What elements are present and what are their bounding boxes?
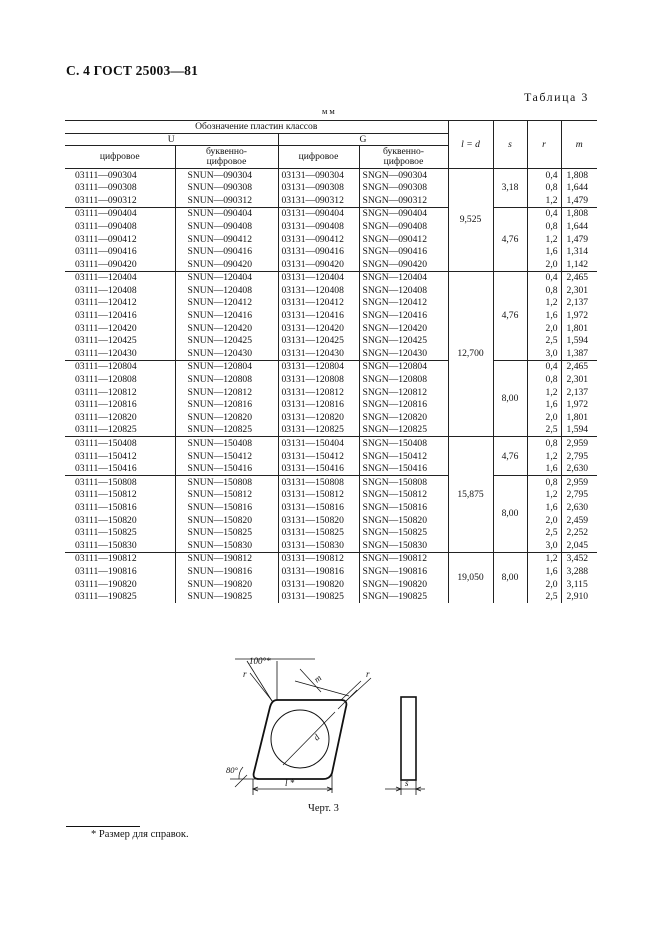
- r-cell: 1,2: [527, 552, 561, 565]
- g-alnum-cell: SNGN—090420: [359, 258, 448, 271]
- u-digital-cell: 03111—150412: [65, 450, 175, 463]
- ld-cell: 19,050: [448, 552, 493, 603]
- m-cell: 2,465: [561, 271, 597, 284]
- u-alnum-cell: SNUN—150808: [175, 476, 278, 489]
- s-cell: 3,18: [493, 169, 527, 208]
- r-cell: 0,8: [527, 476, 561, 489]
- table-label: Таблица 3: [524, 90, 589, 104]
- ld-cell: 12,700: [448, 271, 493, 437]
- g-digital-cell: 03131—120820: [278, 411, 359, 424]
- u-alnum-cell: SNUN—120420: [175, 322, 278, 335]
- u-digital-cell: 03111—120412: [65, 297, 175, 310]
- m-cell: 2,910: [566, 591, 589, 603]
- g-alnum-cell: SNGN—150808: [359, 476, 448, 489]
- g-digital-cell: 03131—120420: [278, 322, 359, 335]
- g-alnum-cell: SNGN—090408: [359, 220, 448, 233]
- m-cell: 2,301: [566, 374, 589, 386]
- r-cell: 2,0: [527, 258, 561, 271]
- r-cell: 1,2: [527, 194, 561, 207]
- g-digital-cell: 03131—190825: [278, 591, 359, 604]
- label-angle-top: 100°*: [249, 656, 271, 666]
- col-s-header: s: [493, 121, 527, 169]
- u-digital-cell: 03111—120425: [65, 335, 175, 348]
- g-digital-cell: 03131—120430: [278, 347, 359, 360]
- u-digital-cell: 03111—090404: [65, 207, 175, 220]
- m-cell: 1,801: [566, 411, 589, 423]
- g-alnum-header: буквенно- цифровое: [359, 146, 448, 169]
- g-alnum-cell: SNGN—150812: [359, 489, 448, 502]
- u-digital-cell: 03111—150812: [65, 489, 175, 502]
- footnote: * Размер для справок.: [91, 829, 189, 840]
- m-cell: 2,137: [566, 386, 589, 398]
- u-digital-cell: 03111—150408: [65, 437, 175, 450]
- g-alnum-cell: SNGN—120825: [359, 424, 448, 437]
- u-alnum-cell: SNUN—120425: [175, 335, 278, 348]
- u-alnum-cell: SNUN—090312: [175, 194, 278, 207]
- g-alnum-cell: SNGN—190812: [359, 552, 448, 565]
- table-row: [65, 552, 597, 565]
- u-alnum-header: буквенно- цифровое: [175, 146, 278, 169]
- insert-outline: [254, 700, 347, 779]
- g-alnum-cell: SNGN—090412: [359, 233, 448, 246]
- g-digital-cell: 03131—120404: [278, 271, 359, 284]
- r-cell: 2,5: [527, 335, 561, 348]
- label-m: m: [312, 672, 324, 685]
- g-alnum-cell: SNGN—190825: [359, 591, 448, 604]
- u-alnum-cell: SNUN—120404: [175, 271, 278, 284]
- u-alnum-cell: SNUN—120804: [175, 360, 278, 373]
- g-alnum-cell: SNGN—120408: [359, 284, 448, 297]
- u-digital-cell: 03111—090308: [65, 182, 175, 195]
- g-alnum-cell: SNGN—150416: [359, 463, 448, 476]
- s-cell: 8,00: [493, 476, 527, 553]
- s-cell: 4,76: [493, 207, 527, 271]
- label-s: s: [405, 778, 409, 788]
- col-r-header: r: [527, 121, 561, 169]
- r-cell: 0,8: [527, 374, 561, 387]
- u-digital-cell: 03111—120420: [65, 322, 175, 335]
- g-alnum-cell: SNGN—120425: [359, 335, 448, 348]
- u-digital-cell: 03111—150825: [65, 527, 175, 540]
- g-digital-header: цифровое: [278, 146, 359, 169]
- g-digital-cell: 03131—120416: [278, 310, 359, 323]
- u-alnum-cell: SNUN—090408: [175, 220, 278, 233]
- g-alnum-cell: SNGN—120430: [359, 347, 448, 360]
- u-alnum-cell: SNUN—090404: [175, 207, 278, 220]
- side-outline: [401, 697, 416, 780]
- r-cell: 0,4: [527, 169, 561, 182]
- r-cell: 3,0: [527, 347, 561, 360]
- g-alnum-cell: SNGN—150412: [359, 450, 448, 463]
- m-cell: 1,479: [566, 233, 589, 245]
- m-cell: 3,115: [566, 578, 588, 590]
- r-cell: 0,8: [527, 220, 561, 233]
- u-alnum-cell: SNUN—150825: [175, 527, 278, 540]
- m-cell: 3,452: [561, 552, 597, 565]
- table-row: [65, 271, 597, 284]
- u-alnum-cell: SNUN—120430: [175, 347, 278, 360]
- u-alnum-cell: SNUN—120412: [175, 297, 278, 310]
- insert-drawing: [225, 655, 425, 800]
- m-cell: 2,630: [566, 501, 589, 513]
- u-alnum-cell: SNUN—120825: [175, 424, 278, 437]
- u-digital-cell: 03111—150816: [65, 501, 175, 514]
- u-digital-cell: 03111—120812: [65, 386, 175, 399]
- u-alnum-cell: SNUN—090416: [175, 246, 278, 259]
- figure-caption: Черт. 3: [308, 803, 339, 814]
- m-cell: 1,808: [566, 169, 589, 181]
- group-header: Обозначение пластин классов: [65, 121, 448, 134]
- r-cell: 0,4: [527, 271, 561, 284]
- g-alnum-cell: SNGN—090404: [359, 207, 448, 220]
- u-digital-cell: 03111—120816: [65, 399, 175, 412]
- u-digital-cell: 03111—120825: [65, 424, 175, 437]
- u-alnum-cell: SNUN—120816: [175, 399, 278, 412]
- g-alnum-cell: SNGN—120808: [359, 374, 448, 387]
- label-l: l *: [285, 778, 295, 788]
- u-digital-cell: 03111—090312: [65, 194, 175, 207]
- u-alnum-cell: SNUN—190816: [175, 565, 278, 578]
- g-digital-cell: 03131—120825: [278, 424, 359, 437]
- table-row: [65, 476, 597, 489]
- ld-cell: 9,525: [448, 169, 493, 272]
- m-cell: 1,644: [566, 182, 589, 194]
- g-alnum-cell: SNGN—090312: [359, 194, 448, 207]
- u-alnum-cell: SNUN—090420: [175, 258, 278, 271]
- u-digital-cell: 03111—090416: [65, 246, 175, 259]
- u-digital-cell: 03111—190812: [65, 552, 175, 565]
- g-digital-cell: 03131—190812: [278, 552, 359, 565]
- m-cell: 2,959: [561, 437, 597, 450]
- u-alnum-cell: SNUN—150816: [175, 501, 278, 514]
- m-cell: 1,801: [566, 322, 589, 334]
- g-digital-cell: 03131—090308: [278, 182, 359, 195]
- u-alnum-cell: SNUN—120416: [175, 310, 278, 323]
- m-cell: 2,795: [566, 450, 589, 462]
- m-cell: 1,594: [566, 335, 589, 347]
- r-cell: 1,2: [527, 233, 561, 246]
- g-alnum-cell: SNGN—120812: [359, 386, 448, 399]
- r-cell: 2,0: [527, 322, 561, 335]
- g-digital-cell: 03131—150820: [278, 514, 359, 527]
- label-d: d: [311, 732, 322, 743]
- table-body: [65, 169, 597, 604]
- g-alnum-cell: SNGN—190820: [359, 578, 448, 591]
- m-cell: 2,045: [566, 539, 589, 551]
- g-alnum-cell: SNGN—190816: [359, 565, 448, 578]
- m-cell: 2,465: [561, 360, 597, 373]
- s-cell: 8,00: [493, 360, 527, 437]
- g-digital-cell: 03131—150416: [278, 463, 359, 476]
- g-digital-cell: 03131—120808: [278, 374, 359, 387]
- u-digital-cell: 03111—090304: [65, 169, 175, 182]
- u-alnum-cell: SNUN—120408: [175, 284, 278, 297]
- table-row: [65, 437, 597, 450]
- g-alnum-cell: SNGN—120804: [359, 360, 448, 373]
- u-digital-cell: 03111—190825: [65, 591, 175, 604]
- m-cell: 1,314: [566, 246, 589, 258]
- g-alnum-cell: SNGN—090308: [359, 182, 448, 195]
- u-digital-cell: 03111—190816: [65, 565, 175, 578]
- u-alnum-cell: SNUN—190812: [175, 552, 278, 565]
- r-cell: 2,0: [527, 578, 561, 591]
- r-cell: 2,5: [527, 424, 561, 437]
- g-alnum-cell: SNGN—090416: [359, 246, 448, 259]
- g-alnum-cell: SNGN—150830: [359, 539, 448, 552]
- r-cell: 1,2: [527, 297, 561, 310]
- units-label: мм: [322, 106, 337, 116]
- u-digital-cell: 03111—120820: [65, 411, 175, 424]
- u-digital-cell: 03111—190820: [65, 578, 175, 591]
- m-cell: 1,594: [566, 424, 589, 436]
- m-cell: 1,972: [566, 399, 589, 411]
- col-ld-header: l = d: [448, 121, 493, 169]
- g-digital-cell: 03131—090412: [278, 233, 359, 246]
- u-digital-cell: 03111—090408: [65, 220, 175, 233]
- g-digital-cell: 03131—190820: [278, 578, 359, 591]
- label-r-left: r: [243, 669, 247, 679]
- r-cell: 1,2: [527, 489, 561, 502]
- ld-cell: 15,875: [448, 437, 493, 552]
- m-cell: 1,972: [566, 310, 589, 322]
- g-alnum-cell: SNGN—150825: [359, 527, 448, 540]
- m-cell: 1,142: [566, 258, 589, 270]
- g-alnum-cell: SNGN—150820: [359, 514, 448, 527]
- class-g-header: G: [278, 133, 448, 146]
- u-digital-cell: 03111—120430: [65, 347, 175, 360]
- s-cell: 8,00: [493, 552, 527, 603]
- g-digital-cell: 03131—120412: [278, 297, 359, 310]
- table-row: [65, 169, 597, 182]
- u-digital-cell: 03111—120404: [65, 271, 175, 284]
- s-cell: 4,76: [493, 437, 527, 476]
- m-cell: 1,387: [566, 347, 589, 359]
- m-cell: 1,479: [566, 194, 589, 206]
- m-cell: 1,644: [566, 220, 589, 232]
- u-alnum-cell: SNUN—090412: [175, 233, 278, 246]
- insert-front-view: [230, 659, 371, 795]
- page-header: С. 4 ГОСТ 25003—81: [66, 63, 199, 78]
- u-digital-cell: 03111—150416: [65, 463, 175, 476]
- g-alnum-cell: SNGN—120404: [359, 271, 448, 284]
- u-digital-cell: 03111—120408: [65, 284, 175, 297]
- g-digital-cell: 03131—090408: [278, 220, 359, 233]
- g-alnum-cell: SNGN—120816: [359, 399, 448, 412]
- r-cell: 0,4: [527, 360, 561, 373]
- designation-table: [65, 120, 597, 603]
- g-digital-cell: 03131—090304: [278, 169, 359, 182]
- g-alnum-cell: SNGN—120412: [359, 297, 448, 310]
- r-cell: 0,8: [527, 182, 561, 195]
- g-digital-cell: 03131—120816: [278, 399, 359, 412]
- u-digital-header: цифровое: [65, 146, 175, 169]
- r-cell: 0,8: [527, 284, 561, 297]
- u-alnum-cell: SNUN—190825: [175, 591, 278, 604]
- g-digital-cell: 03131—190816: [278, 565, 359, 578]
- r-cell: 1,6: [527, 463, 561, 476]
- u-digital-cell: 03111—090420: [65, 258, 175, 271]
- u-alnum-cell: SNUN—120808: [175, 374, 278, 387]
- g-alnum-cell: SNGN—120420: [359, 322, 448, 335]
- m-cell: 1,808: [561, 207, 597, 220]
- m-cell: 2,137: [566, 297, 589, 309]
- r-cell: 0,4: [527, 207, 561, 220]
- r-cell: 1,2: [527, 450, 561, 463]
- g-digital-cell: 03131—120408: [278, 284, 359, 297]
- g-digital-cell: 03131—150816: [278, 501, 359, 514]
- u-alnum-cell: SNUN—090304: [175, 169, 278, 182]
- r-cell: 2,0: [527, 411, 561, 424]
- g-digital-cell: 03131—120812: [278, 386, 359, 399]
- class-u-header: U: [65, 133, 278, 146]
- r-cell: 1,6: [527, 310, 561, 323]
- u-alnum-cell: SNUN—120812: [175, 386, 278, 399]
- col-m-header: m: [561, 121, 597, 169]
- r-cell: 1,6: [527, 565, 561, 578]
- m-cell: 2,459: [566, 514, 589, 526]
- u-alnum-cell: SNUN—090308: [175, 182, 278, 195]
- table-row: [65, 207, 597, 220]
- g-digital-cell: 03131—090416: [278, 246, 359, 259]
- g-alnum-cell: SNGN—120820: [359, 411, 448, 424]
- g-digital-cell: 03131—150830: [278, 539, 359, 552]
- m-cell: 2,959: [561, 476, 597, 489]
- u-alnum-cell: SNUN—120820: [175, 411, 278, 424]
- u-alnum-cell: SNUN—150416: [175, 463, 278, 476]
- u-alnum-cell: SNUN—150412: [175, 450, 278, 463]
- r-cell: 1,6: [527, 399, 561, 412]
- g-digital-cell: 03131—150808: [278, 476, 359, 489]
- r-cell: 0,8: [527, 437, 561, 450]
- table-row: [65, 360, 597, 373]
- u-digital-cell: 03111—120416: [65, 310, 175, 323]
- u-digital-cell: 03111—150830: [65, 539, 175, 552]
- u-digital-cell: 03111—120808: [65, 374, 175, 387]
- m-cell: 2,252: [566, 527, 589, 539]
- footnote-rule: [66, 826, 140, 827]
- s-cell: 4,76: [493, 271, 527, 360]
- u-alnum-cell: SNUN—150830: [175, 539, 278, 552]
- g-digital-cell: 03131—120804: [278, 360, 359, 373]
- g-digital-cell: 03131—090312: [278, 194, 359, 207]
- label-r-right: r: [366, 669, 370, 679]
- g-alnum-cell: SNGN—090304: [359, 169, 448, 182]
- u-alnum-cell: SNUN—150408: [175, 437, 278, 450]
- r-cell: 2,5: [527, 591, 561, 604]
- u-digital-cell: 03111—120804: [65, 360, 175, 373]
- m-cell: 2,301: [566, 284, 589, 296]
- g-digital-cell: 03131—150412: [278, 450, 359, 463]
- g-digital-cell: 03131—150825: [278, 527, 359, 540]
- u-alnum-cell: SNUN—150820: [175, 514, 278, 527]
- g-alnum-cell: SNGN—150816: [359, 501, 448, 514]
- r-cell: 2,0: [527, 514, 561, 527]
- u-digital-cell: 03111—090412: [65, 233, 175, 246]
- m-cell: 3,288: [566, 565, 589, 577]
- g-alnum-cell: SNGN—150408: [359, 437, 448, 450]
- g-digital-cell: 03131—150812: [278, 489, 359, 502]
- r-cell: 3,0: [527, 539, 561, 552]
- r-cell: 1,6: [527, 246, 561, 259]
- r-cell: 1,2: [527, 386, 561, 399]
- m-cell: 2,795: [566, 489, 589, 501]
- g-digital-cell: 03131—090404: [278, 207, 359, 220]
- r-cell: 2,5: [527, 527, 561, 540]
- label-angle-bottom: 80°: [226, 765, 238, 775]
- g-digital-cell: 03131—090420: [278, 258, 359, 271]
- g-digital-cell: 03131—120425: [278, 335, 359, 348]
- r-cell: 1,6: [527, 501, 561, 514]
- u-alnum-cell: SNUN—150812: [175, 489, 278, 502]
- u-alnum-cell: SNUN—190820: [175, 578, 278, 591]
- m-cell: 2,630: [566, 463, 589, 475]
- u-digital-cell: 03111—150808: [65, 476, 175, 489]
- u-digital-cell: 03111—150820: [65, 514, 175, 527]
- g-digital-cell: 03131—150404: [278, 437, 359, 450]
- g-alnum-cell: SNGN—120416: [359, 310, 448, 323]
